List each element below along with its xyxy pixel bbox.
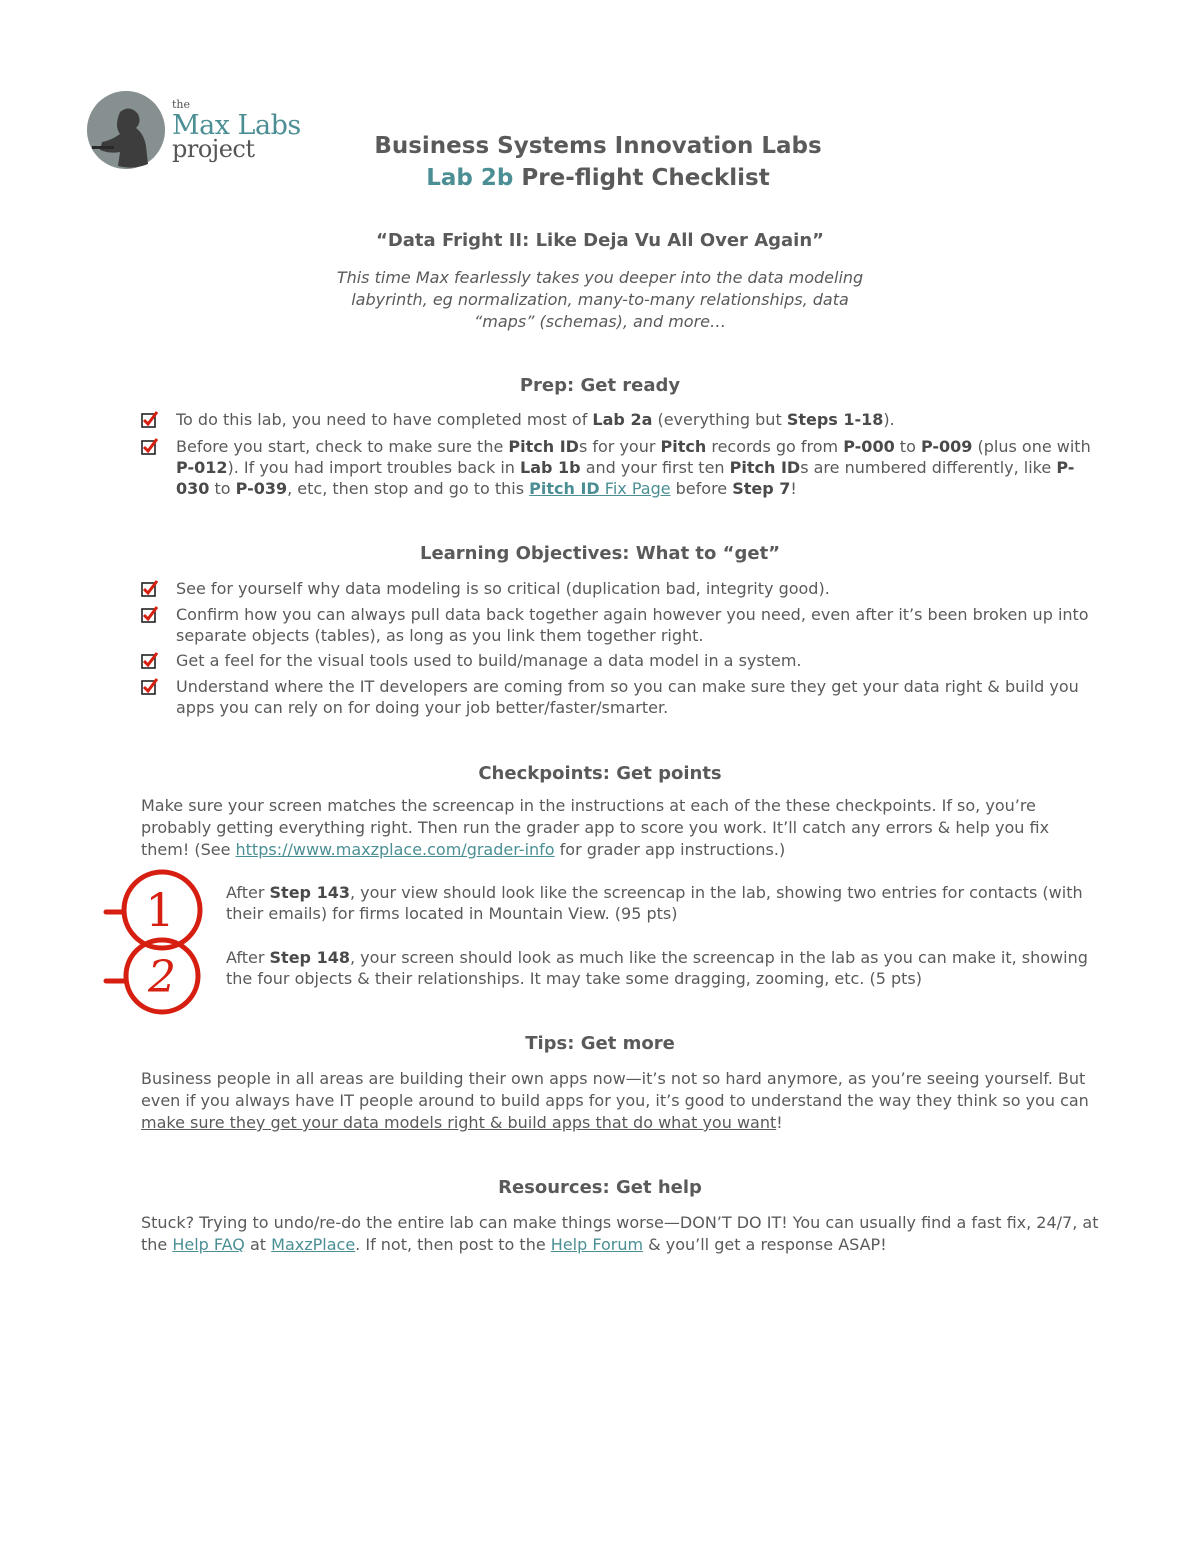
- objectives-heading: Learning Objectives: What to “get”: [419, 543, 781, 564]
- logo-the: the: [172, 98, 191, 111]
- checkbox-checked-icon: [141, 606, 159, 624]
- checkbox-checked-icon: [141, 678, 159, 696]
- checkpoint-mark-1: 1: [145, 883, 175, 937]
- objective-text: Confirm how you can always pull data back together again however you need, even after it’s been broken up into separate objects (tables), as long as you link them together right.: [176, 605, 1089, 645]
- lab-number: Lab 2b: [426, 165, 514, 191]
- prep-item-text: To do this lab, you need to have completed most of Lab 2a (everything but Steps 1-18).: [176, 410, 895, 429]
- checkbox-checked-icon: [141, 580, 159, 598]
- tips-text: Business people in all areas are building their own apps now—it’s not so hard anymore, as you’re seeing yourself. But even if you always have IT people around to build apps for you, it’s good to understand the way they think so you can make sure they get your data models right & build apps that do what you want!: [141, 1069, 1089, 1132]
- max-labs-logo: [86, 90, 316, 174]
- checkpoints-heading: Checkpoints: Get points: [478, 763, 722, 784]
- checkpoint-1-text: After Step 143, your view should look like the screencap in the lab, showing two entries for contacts (with their emails) for firms located in Mountain View. (95 pts): [226, 883, 1083, 923]
- list-item: [141, 409, 1101, 431]
- tips-heading: Tips: Get more: [525, 1033, 675, 1054]
- checkpoint-mark-2: 2: [148, 952, 176, 1003]
- checkbox-checked-icon: [141, 652, 159, 670]
- grader-info-link[interactable]: https://www.maxzplace.com/grader-info: [235, 840, 555, 859]
- checkbox-checked-icon: [141, 411, 159, 429]
- objective-text: See for yourself why data modeling is so critical (duplication bad, integrity good).: [176, 579, 830, 598]
- checklist-label: Pre-flight Checklist: [521, 165, 770, 191]
- page-title: Business Systems Innovation Labs: [374, 133, 822, 159]
- resources-heading: Resources: Get help: [498, 1177, 702, 1198]
- list-item: [141, 436, 1101, 502]
- checkpoint-number-marks: [100, 868, 210, 1018]
- prep-heading: Prep: Get ready: [519, 375, 681, 396]
- checkbox-checked-icon: [141, 438, 159, 456]
- logo-max-labs: Max Labs: [172, 110, 301, 141]
- help-faq-link[interactable]: Help FAQ: [172, 1235, 245, 1254]
- maxzplace-link[interactable]: MaxzPlace: [271, 1235, 356, 1254]
- logo-project: project: [172, 135, 255, 163]
- objective-text: Get a feel for the visual tools used to build/manage a data model in a system.: [176, 651, 802, 670]
- lab-description: This time Max fearlessly takes you deeper into the data modeling labyrinth, eg normalization, many-to-many relationships, data “maps” (schemas), and more…: [336, 268, 864, 331]
- checkpoint-2-text: After Step 148, your screen should look as much like the screencap in the lab as you can make it, showing the four objects & their relationships. It may take some dragging, zooming, etc. (5 pts): [226, 948, 1088, 988]
- objective-text: Understand where the IT developers are coming from so you can make sure they get your data right & build you apps you can rely on for doing your job better/faster/smarter.: [176, 677, 1079, 717]
- resources-text: Stuck? Trying to undo/re-do the entire lab can make things worse—DON’T DO IT! You can usually find a fast fix, 24/7, at the Help FAQ at MaxzPlace. If not, then post to the Help Forum & you’ll get a response ASAP!: [141, 1213, 1099, 1254]
- lab-tagline-title: “Data Fright II: Like Deja Vu All Over Again”: [376, 230, 824, 251]
- help-forum-link[interactable]: Help Forum: [550, 1235, 644, 1254]
- pitch-id-fix-page-link[interactable]: Pitch ID Fix Page: [529, 479, 671, 498]
- prep-item-text: Before you start, check to make sure the Pitch IDs for your Pitch records go from P-000 to P-009 (plus one with P-012). If you had import troubles back in Lab 1b and your first ten Pitch IDs are numbered differently, like P-030 to P-039, etc, then stop and go to this Pitch ID Fix Page before Step 7!: [176, 437, 1091, 498]
- checkpoints-intro: Make sure your screen matches the screencap in the instructions at each of the these checkpoints. If so, you’re probably getting everything right. Then run the grader app to score you work. It’ll catch any errors & help you fix them! (See https://www.maxzplace.com/grader-info for grader app instructions.): [141, 796, 1050, 859]
- page-subtitle: [0, 165, 1196, 191]
